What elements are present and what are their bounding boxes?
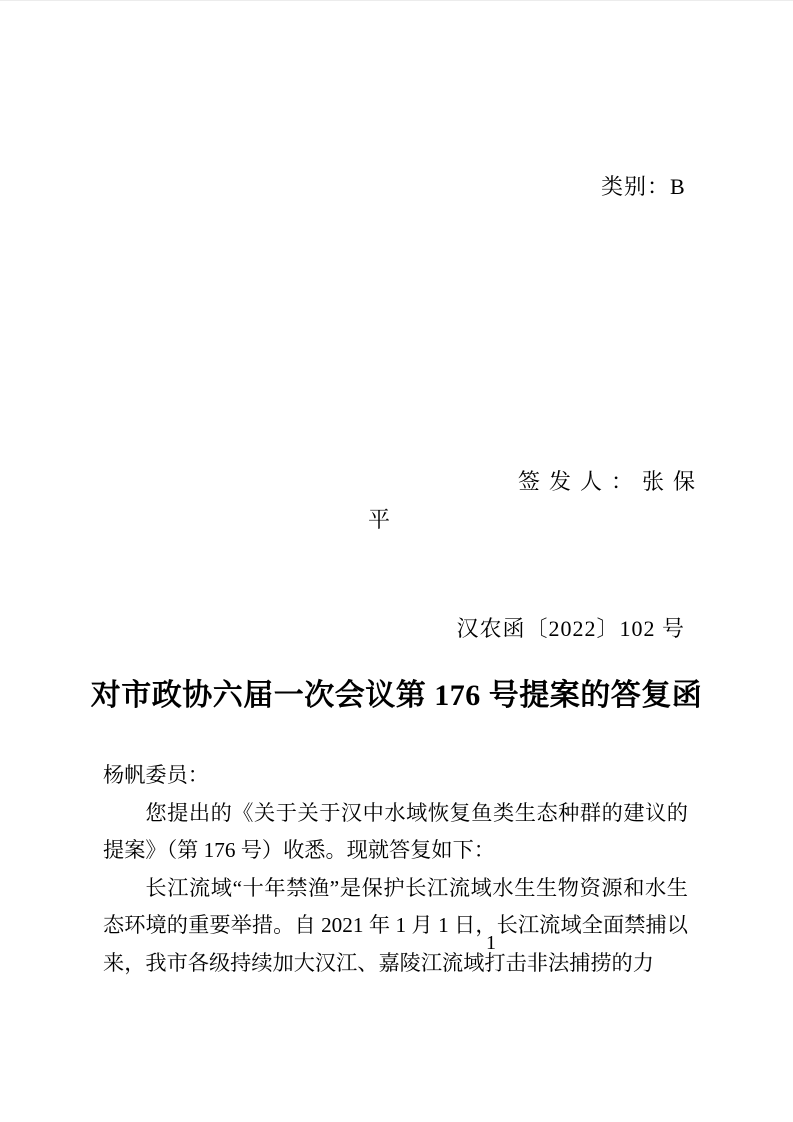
issuer-name-continued: 平 xyxy=(368,507,391,532)
page-number: 1 xyxy=(486,932,496,954)
document-body xyxy=(103,757,688,983)
document-title: 对市政协六届一次会议第 176 号提案的答复函 xyxy=(90,679,703,712)
document-number: 汉农函〔2022〕102 号 xyxy=(456,616,685,641)
salutation: 杨帆委员： xyxy=(103,763,209,787)
issuer-label: 签发人：张保 xyxy=(518,469,705,494)
body-paragraph: 长江流域“十年禁渔”是保护长江流域水生生物资源和水生态环境的重要举措。自 2021 年 1 月 1 日，长江流域全面禁捕以来，我市各级持续加大汉江、嘉陵江流域打击非法捕捞的力 xyxy=(103,875,688,975)
category-label: 类别：B xyxy=(601,174,686,199)
body-paragraph: 您提出的《关于关于汉中水域恢复鱼类生态种群的建议的提案》（第 176 号）收悉。现就答复如下： xyxy=(103,800,688,863)
